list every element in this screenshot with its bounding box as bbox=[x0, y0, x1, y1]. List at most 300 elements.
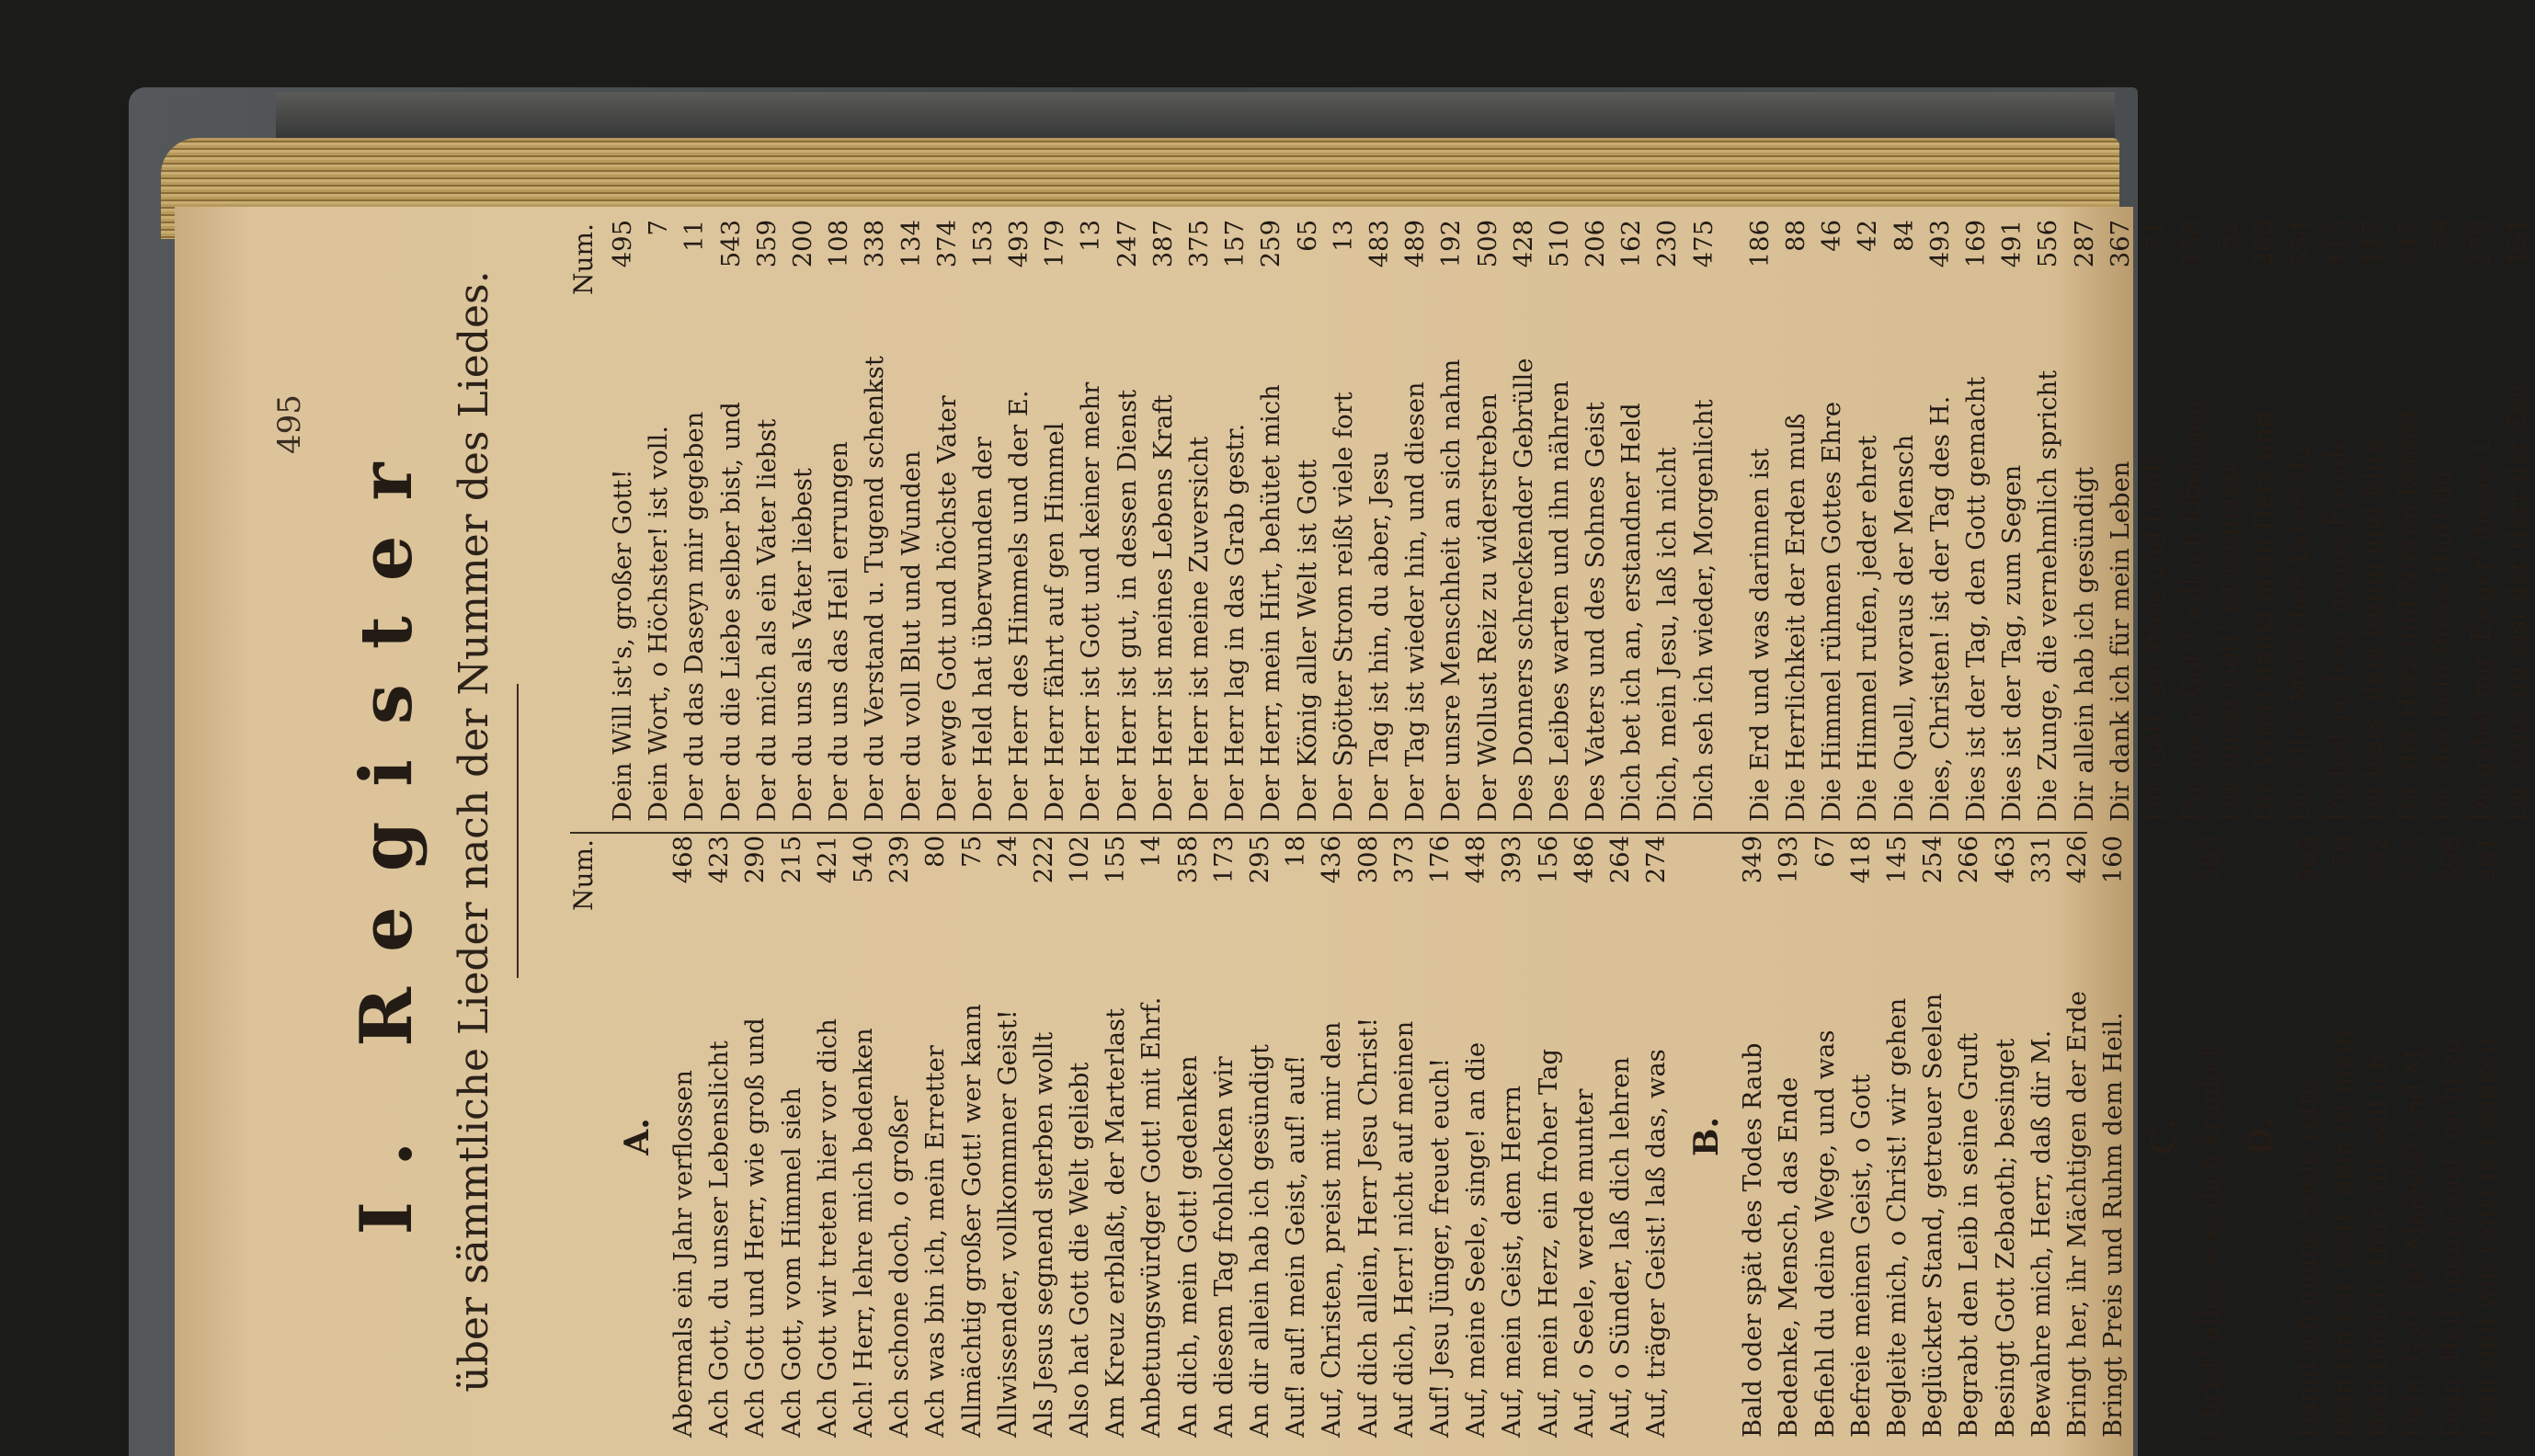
entry-number: 7 bbox=[645, 220, 674, 236]
entry-title: Auf dich allein, Herr Jesu Christ! bbox=[1353, 1017, 1383, 1438]
entry-number: 261 bbox=[2472, 836, 2502, 884]
entry-title: Die Quell, woraus der Mensch bbox=[1890, 434, 1919, 822]
entry-number: 78 bbox=[2430, 220, 2460, 252]
entry-number: 162 bbox=[1617, 220, 1647, 268]
index-entry bbox=[1778, 220, 1814, 822]
entry-title: Der Herr ist Gott und keiner mehr bbox=[1077, 381, 1106, 822]
entry-number: 157 bbox=[1221, 220, 1250, 268]
index-entry bbox=[1026, 836, 1062, 1438]
index-entry bbox=[1326, 220, 1362, 822]
entry-title: Der Herr, mein Hirt, behütet mich bbox=[1257, 384, 1286, 822]
index-entry bbox=[990, 836, 1026, 1438]
entry-number: 70 bbox=[2328, 836, 2358, 868]
group-gap bbox=[1722, 220, 1742, 822]
section-letter: D. bbox=[2241, 1117, 2280, 1156]
entry-number: 359 bbox=[752, 220, 782, 268]
entry-title: Du, der kein Böses thut! du bbox=[2430, 470, 2460, 822]
index-entry bbox=[2210, 220, 2246, 822]
entry-number: 254 bbox=[1919, 836, 1948, 884]
index-entry bbox=[714, 220, 749, 822]
index-entry bbox=[1603, 836, 1639, 1438]
entry-number: 75 bbox=[957, 836, 987, 868]
entry-title: Ach was bin ich, mein Erretter bbox=[921, 1045, 951, 1438]
entry-title: Dir, Gott, sei Preis und Dank bbox=[2141, 456, 2171, 822]
entry-title: Allmächtig großer Gott! wer kann bbox=[957, 1004, 987, 1438]
index-entry bbox=[965, 220, 1001, 822]
entry-number: 186 bbox=[1745, 220, 1775, 268]
entry-title: Dein sind wir, Gott! in Ewigkeit bbox=[2472, 1035, 2502, 1438]
entry-title: Dies, Christen! ist der Tag des H. bbox=[1925, 395, 1955, 822]
entry-title: An dir allein hab ich gesündigt bbox=[1246, 1044, 1274, 1438]
entry-number: 493 bbox=[1925, 220, 1955, 268]
index-entry bbox=[1958, 220, 1994, 822]
index-entry bbox=[1686, 220, 1722, 822]
index-entry bbox=[1398, 220, 1433, 822]
entry-title: Christ! alles, was dich kränket bbox=[2196, 1047, 2225, 1438]
entry-number: 67 bbox=[1810, 836, 1840, 868]
index-entry bbox=[1182, 220, 1217, 822]
entry-title: Dies ist der Tag, den Gott gemacht bbox=[1961, 376, 1991, 822]
entry-title: An diesem Tag frohlocken wir bbox=[1209, 1056, 1239, 1438]
entry-number: 193 bbox=[1775, 836, 1804, 884]
index-entry bbox=[1037, 220, 1073, 822]
index-entry bbox=[677, 220, 713, 822]
entry-title: Bewahre mich, Herr, daß dir M. bbox=[2027, 1029, 2056, 1438]
entry-title: Besingt Gott Zebaoth; besinget bbox=[1991, 1038, 2020, 1438]
entry-title: Allwissender, vollkommner Geist! bbox=[993, 1009, 1022, 1438]
entry-number: 259 bbox=[1257, 220, 1286, 268]
index-entry bbox=[737, 836, 773, 1438]
index-entry bbox=[1170, 836, 1206, 1438]
page-number: 495 bbox=[271, 394, 308, 454]
entry-number: 448 bbox=[1462, 836, 1491, 884]
index-entry bbox=[666, 836, 702, 1438]
index-entry bbox=[785, 220, 821, 822]
entry-title: Der du Verstand u. Tugend schenkst bbox=[861, 356, 890, 822]
index-entry bbox=[1808, 836, 1844, 1438]
entry-number: 14 bbox=[1137, 836, 1167, 868]
entry-number: 510 bbox=[1545, 220, 1574, 268]
page-title: I. Register bbox=[345, 427, 428, 1235]
entry-number: 247 bbox=[1113, 220, 1142, 268]
index-entry bbox=[2391, 220, 2427, 822]
index-entry bbox=[1915, 836, 1951, 1438]
entry-title: Ach Gott wir treten hier vor dich bbox=[813, 1018, 842, 1438]
entry-title: Dir, Vater! dankt mein Herz und bbox=[2250, 411, 2279, 822]
entry-number: 543 bbox=[716, 220, 746, 268]
index-entry bbox=[2030, 220, 2066, 822]
entry-number: 491 bbox=[1998, 220, 2027, 268]
index-entry bbox=[1433, 220, 1469, 822]
entry-number: 24 bbox=[993, 836, 1022, 868]
entry-number: 13 bbox=[1329, 220, 1358, 252]
entry-title: Der Tag ist wieder hin, und diesen bbox=[1401, 381, 1431, 822]
entry-number: 108 bbox=[825, 220, 854, 268]
entry-number: 436 bbox=[1318, 836, 1347, 884]
entry-title: Der Held hat überwunden der bbox=[968, 437, 998, 822]
index-entry bbox=[882, 836, 918, 1438]
index-entry bbox=[1314, 836, 1350, 1438]
entry-number: 274 bbox=[1642, 836, 1672, 884]
index-entry bbox=[1134, 836, 1170, 1438]
entry-number: 468 bbox=[669, 836, 698, 884]
entry-number: 489 bbox=[1401, 220, 1431, 268]
index-entry bbox=[2319, 220, 2355, 822]
entry-title: Der du das Daseyn mir gegeben bbox=[680, 411, 710, 822]
index-entry bbox=[1844, 836, 1879, 1438]
entry-number: 264 bbox=[1605, 836, 1635, 884]
index-entry bbox=[2175, 220, 2210, 822]
index-entry bbox=[2060, 836, 2095, 1438]
entry-number: 373 bbox=[1389, 836, 1419, 884]
index-entry bbox=[2246, 220, 2282, 822]
entry-title: Des Donners schreckender Gebrülle bbox=[1509, 358, 1538, 822]
entry-number: 463 bbox=[1991, 836, 2020, 884]
entry-title: An dich, mein Gott! gedenken bbox=[1173, 1055, 1203, 1438]
index-entry bbox=[1146, 220, 1182, 822]
entry-number: 46 bbox=[1818, 220, 1847, 252]
entry-title: Bald oder spät des Todes Raub bbox=[1739, 1042, 1768, 1438]
entry-title: Der Wollust Reiz zu widerstreben bbox=[1473, 393, 1502, 822]
entry-title: Der du uns das Heil errungen bbox=[825, 441, 854, 822]
entry-title: Du gabst mir, Ewger! dieses L. bbox=[2466, 427, 2495, 822]
entry-title: Dir allein hab ich gesündigt bbox=[2070, 466, 2099, 822]
index-entry bbox=[2433, 836, 2469, 1438]
title-divider bbox=[517, 684, 519, 978]
entry-number: 287 bbox=[2070, 220, 2099, 268]
index-entry bbox=[1278, 836, 1314, 1438]
entry-title: Auf, Christen, preist mit mir den bbox=[1318, 1021, 1347, 1438]
index-entry bbox=[1242, 836, 1278, 1438]
entry-number: 145 bbox=[1883, 836, 1912, 884]
entry-number: 349 bbox=[1739, 836, 1768, 884]
index-column-right bbox=[561, 220, 2535, 822]
entry-title: Dein Wort, o Höchster! ist voll. bbox=[645, 426, 674, 822]
entry-title: Du bist ja, Jesu, meine Freude bbox=[2322, 435, 2351, 822]
index-entry bbox=[2463, 220, 2499, 822]
index-entry bbox=[1988, 836, 2024, 1438]
entry-number: 416 bbox=[2322, 220, 2351, 268]
entry-title: Ach schone doch, o großer bbox=[885, 1096, 915, 1438]
index-column-left bbox=[561, 836, 2506, 1438]
index-entry bbox=[1422, 836, 1458, 1438]
entry-title: Der du die Liebe selber bist, und bbox=[716, 402, 746, 822]
section-letter: A. bbox=[618, 1118, 657, 1155]
entry-number: 493 bbox=[1005, 220, 1034, 268]
entry-title: Des Vaters und des Sohnes Geist bbox=[1582, 401, 1611, 822]
entry-number: 200 bbox=[788, 220, 817, 268]
entry-title: Du, der Herz und Nieren kennet bbox=[2394, 407, 2424, 822]
index-entry bbox=[810, 836, 846, 1438]
entry-number: 295 bbox=[1246, 836, 1274, 884]
entry-title: Befiehl du deine Wege, und was bbox=[1810, 1029, 1840, 1438]
entry-number: 556 bbox=[2034, 220, 2063, 268]
entry-title: Also hat Gott die Welt geliebt bbox=[1066, 1062, 1095, 1438]
entry-number: 332 bbox=[2364, 836, 2393, 884]
index-entry bbox=[1850, 220, 1886, 822]
entry-title: Ach Gott und Herr, wie groß und bbox=[741, 1018, 771, 1438]
entry-number: 263 bbox=[2250, 220, 2279, 268]
entry-number: 222 bbox=[1029, 836, 1058, 884]
entry-title: Damit ich meine Seele rette bbox=[2292, 1079, 2322, 1438]
index-entry bbox=[1951, 836, 1987, 1438]
entry-number: 52 bbox=[2214, 220, 2244, 252]
index-entry bbox=[2355, 220, 2391, 822]
entry-title: Auf, meine Seele, singe! an die bbox=[1462, 1041, 1491, 1438]
section-letter: B. bbox=[1687, 1117, 1727, 1156]
entry-title: Begrabt den Leib in seine Gruft bbox=[1955, 1032, 1984, 1438]
column-divider bbox=[570, 832, 2087, 834]
entry-title: Der du voll Blut und Wunden bbox=[896, 450, 926, 822]
index-entry bbox=[1098, 836, 1134, 1438]
entry-number: 347 bbox=[2394, 220, 2424, 268]
entry-title: Der Herr lag in das Grab gestr. bbox=[1221, 423, 1250, 822]
index-entry bbox=[641, 220, 677, 822]
index-entry bbox=[605, 220, 641, 822]
index-entry bbox=[1567, 836, 1603, 1438]
entry-number: 239 bbox=[885, 836, 915, 884]
index-entry bbox=[1742, 220, 1778, 822]
entry-title: Der du mich als ein Vater liebst bbox=[752, 418, 782, 822]
index-entry bbox=[1206, 836, 1242, 1438]
entry-number: 42 bbox=[1854, 220, 1883, 252]
entry-title: Der Herr ist meines Lebens Kraft bbox=[1148, 394, 1178, 822]
entry-number: 540 bbox=[849, 836, 878, 884]
entry-number: 230 bbox=[1653, 220, 1683, 268]
index-entry bbox=[846, 836, 882, 1438]
index-entry bbox=[857, 220, 893, 822]
index-entry bbox=[2499, 220, 2535, 822]
entry-number: 421 bbox=[813, 836, 842, 884]
index-entry bbox=[1771, 836, 1807, 1438]
entry-number: 393 bbox=[1498, 836, 1527, 884]
entry-number: 206 bbox=[1582, 220, 1611, 268]
index-entry bbox=[702, 836, 737, 1438]
entry-number: 279 bbox=[2466, 220, 2495, 268]
entry-number: 160 bbox=[2099, 836, 2129, 884]
entry-number: 176 bbox=[1425, 836, 1455, 884]
entry-number: 102 bbox=[1066, 836, 1095, 884]
index-entry bbox=[1362, 220, 1398, 822]
entry-title: Der Tag ist hin, du aber, Jesu bbox=[1365, 450, 1394, 822]
entry-title: Dein Will ist's, großer Gott! bbox=[609, 469, 637, 822]
entry-title: Der Herr des Himmels und der E. bbox=[1005, 390, 1034, 822]
entry-title: Dies ist der Tag, zum Segen bbox=[1998, 464, 2027, 822]
entry-number: 308 bbox=[1353, 836, 1383, 884]
entry-number: 554 bbox=[2286, 220, 2315, 268]
entry-title: Auf, o Seele, werde munter bbox=[1570, 1088, 1599, 1438]
index-entry bbox=[1110, 220, 1146, 822]
entry-number: 509 bbox=[1473, 220, 1502, 268]
index-entry bbox=[2139, 220, 2175, 822]
entry-number: 333 bbox=[2401, 836, 2430, 884]
entry-title: Der Herr fährt auf gen Himmel bbox=[1041, 422, 1070, 822]
entry-number: 374 bbox=[932, 220, 962, 268]
entry-title: Dich seh ich wieder, Morgenlicht bbox=[1689, 399, 1719, 822]
entry-title: Die Himmel rufen, jeder ehret bbox=[1854, 435, 1883, 822]
entry-title: Die Zunge, die vernehmlich spricht bbox=[2034, 370, 2063, 822]
entry-title: Als Jesus segnend sterben wollt bbox=[1029, 1031, 1058, 1438]
entry-title: Bringt her, ihr Mächtigen der Erde bbox=[2062, 990, 2092, 1438]
entry-number: 418 bbox=[1846, 836, 1876, 884]
entry-title: Des Leibes warten und ihn nähren bbox=[1545, 381, 1574, 822]
entry-title: Der unsre Menschheit an sich nahm bbox=[1437, 358, 1467, 822]
entry-number: 483 bbox=[1365, 220, 1394, 268]
entry-number: 398 bbox=[2437, 836, 2466, 884]
entry-title: Der ewge Gott und höchste Vater bbox=[932, 395, 962, 822]
entry-number: 428 bbox=[1509, 220, 1538, 268]
entry-number: 156 bbox=[1534, 836, 1563, 884]
index-entry bbox=[954, 836, 990, 1438]
index-entry bbox=[2283, 220, 2319, 822]
entry-title: Dir, unser Gott! ist niemand bbox=[2214, 464, 2244, 822]
entry-title: Auf, o Sünder, laß dich lehren bbox=[1605, 1056, 1635, 1438]
entry-number: 266 bbox=[1955, 836, 1984, 884]
entry-title: Auf, träger Geist! laß das, was bbox=[1642, 1049, 1672, 1438]
entry-title: Auf! auf! mein Geist, auf! auf! bbox=[1282, 1054, 1311, 1438]
entry-number: 447 bbox=[2358, 220, 2387, 268]
entry-number: 423 bbox=[705, 836, 735, 884]
entry-title: Begleite mich, o Christ! wir gehen bbox=[1883, 997, 1912, 1438]
entry-title: Die Herrlichkeit der Erden muß bbox=[1782, 413, 1810, 822]
index-entry bbox=[1001, 220, 1037, 822]
index-entry bbox=[1387, 836, 1422, 1438]
index-entry bbox=[1062, 836, 1098, 1438]
index-entry bbox=[1458, 836, 1494, 1438]
index-entry bbox=[1531, 836, 1567, 1438]
entry-title: Dich, mein Jesu, laß ich nicht bbox=[1653, 447, 1683, 822]
index-entry bbox=[1217, 220, 1253, 822]
index-entry bbox=[1650, 220, 1685, 822]
index-entry bbox=[2397, 836, 2433, 1438]
rotated-page-content bbox=[175, 207, 2531, 1456]
index-entry bbox=[1506, 220, 1542, 822]
index-entry bbox=[1073, 220, 1109, 822]
entry-title: Auf! Jesu Jünger, freuet euch! bbox=[1425, 1057, 1455, 1438]
entry-number: 383 bbox=[2196, 836, 2225, 884]
entry-number: 11 bbox=[680, 220, 710, 252]
entry-title: Dir, mein Gott! will ich lobsingen bbox=[2178, 399, 2208, 822]
entry-title: Der Herr ist meine Zuversicht bbox=[1185, 436, 1214, 822]
entry-title: Du, Gott, du bist der Herr der Zeit bbox=[2502, 381, 2531, 822]
entry-number: 169 bbox=[1961, 220, 1991, 268]
index-entry bbox=[2361, 836, 2397, 1438]
entry-title: Ach Gott, du unser Lebenslicht bbox=[705, 1041, 735, 1438]
entry-number: 134 bbox=[896, 220, 926, 268]
entry-title: Anbetungswürdger Gott! mit Ehrf. bbox=[1137, 996, 1167, 1438]
index-entry bbox=[821, 220, 857, 822]
entry-number: 387 bbox=[1148, 220, 1178, 268]
entry-number: 338 bbox=[861, 220, 890, 268]
entry-title: Dir dank ich für mein Leben bbox=[2106, 461, 2135, 822]
index-entry bbox=[2289, 836, 2325, 1438]
entry-number: 155 bbox=[1102, 836, 1131, 884]
entry-title: Auf dich, Herr! nicht auf meinen bbox=[1389, 1020, 1419, 1438]
index-entry bbox=[1814, 220, 1850, 822]
index-entry bbox=[1923, 220, 1958, 822]
entry-number: 426 bbox=[2062, 836, 2092, 884]
index-entry bbox=[1994, 220, 2030, 822]
entry-number: 438 bbox=[2178, 220, 2208, 268]
entry-number: 65 bbox=[1293, 220, 1322, 252]
entry-number: 18 bbox=[1282, 836, 1311, 868]
index-entry bbox=[1578, 220, 1614, 822]
entry-number: 367 bbox=[2106, 220, 2135, 268]
index-entry bbox=[1639, 836, 1674, 1438]
entry-title: Dein, Gott, ist Majestät und M. bbox=[2401, 1041, 2430, 1438]
index-entry bbox=[2024, 836, 2060, 1438]
entry-title: Dein, Heil, mein Geist, nicht zu bbox=[2437, 1038, 2466, 1438]
entry-title: Die Erd und was darinnen ist bbox=[1745, 448, 1775, 822]
index-entry bbox=[1542, 220, 1578, 822]
entry-title: Bedenke, Mensch, das Ende bbox=[1775, 1076, 1804, 1438]
entry-title: Ach Gott, vom Himmel sieh bbox=[777, 1087, 806, 1438]
index-entry bbox=[2095, 836, 2131, 1438]
index-entry bbox=[1470, 220, 1506, 822]
index-entry bbox=[894, 220, 930, 822]
index-entry bbox=[749, 220, 785, 822]
entry-number: 88 bbox=[1782, 220, 1810, 252]
entry-number: 290 bbox=[741, 836, 771, 884]
index-entry bbox=[2192, 836, 2228, 1438]
entry-title: Dein bin ich, Gott; dein ist mein bbox=[2328, 1029, 2358, 1438]
index-entry bbox=[1887, 220, 1923, 822]
index-entry bbox=[2325, 836, 2361, 1438]
entry-title: Bringt Preis und Ruhm dem Heil. bbox=[2099, 1012, 2129, 1438]
entry-title: Der Herr ist gut, in dessen Dienst bbox=[1113, 389, 1142, 822]
entry-number: 475 bbox=[1689, 220, 1719, 268]
entry-title: Ach! Herr, lehre mich bedenken bbox=[849, 1028, 878, 1438]
section-letter: C. bbox=[2144, 1118, 2184, 1155]
entry-number: 495 bbox=[609, 220, 637, 268]
entry-number: 358 bbox=[1173, 836, 1203, 884]
index-entry bbox=[774, 836, 810, 1438]
entry-number: 80 bbox=[921, 836, 951, 868]
entry-title: Befreie meinen Geist, o Gott bbox=[1846, 1074, 1876, 1438]
page-subtitle: über sämmtliche Lieder nach der Nummer des Liedes. bbox=[451, 270, 497, 1393]
num-header: Num. bbox=[567, 839, 599, 911]
book-page bbox=[175, 207, 2531, 1456]
entry-title: Du bists, dem Ruhm und Ehre bbox=[2358, 437, 2387, 822]
index-entry bbox=[1253, 220, 1289, 822]
entry-number: 13 bbox=[1077, 220, 1106, 252]
entry-title: Beglückter Stand, getreuer Seelen bbox=[1919, 993, 1948, 1438]
index-entry bbox=[2067, 220, 2103, 822]
entry-title: Dein bin ich, Herr; dir will ich bbox=[2364, 1053, 2393, 1438]
index-entry bbox=[2103, 220, 2139, 822]
entry-number: 464 bbox=[2502, 220, 2531, 268]
entry-title: Auf, mein Geist, dem Herrn bbox=[1498, 1086, 1527, 1438]
entry-title: Du, aller Menschen Vater! du bbox=[2286, 445, 2315, 822]
entry-title: Dich bet ich an, erstandner Held bbox=[1617, 403, 1647, 822]
entry-number: 173 bbox=[1209, 836, 1239, 884]
num-header: Num. bbox=[567, 223, 599, 295]
index-entry bbox=[918, 836, 953, 1438]
index-entry bbox=[1614, 220, 1650, 822]
entry-title: Der du uns als Vater liebest bbox=[788, 468, 817, 822]
entry-title: Der König aller Welt ist Gott bbox=[1293, 459, 1322, 822]
entry-number: 192 bbox=[1437, 220, 1467, 268]
index-entry bbox=[2427, 220, 2462, 822]
index-entry bbox=[1290, 220, 1326, 822]
entry-number: 375 bbox=[1185, 220, 1214, 268]
entry-number: 331 bbox=[2027, 836, 2056, 884]
entry-number: 179 bbox=[1041, 220, 1070, 268]
entry-number: 486 bbox=[1570, 836, 1599, 884]
entry-title: Auf, mein Herz, ein froher Tag bbox=[1534, 1048, 1563, 1438]
entry-title: Die Himmel rühmen Gottes Ehre bbox=[1818, 401, 1847, 822]
entry-number: 215 bbox=[777, 836, 806, 884]
